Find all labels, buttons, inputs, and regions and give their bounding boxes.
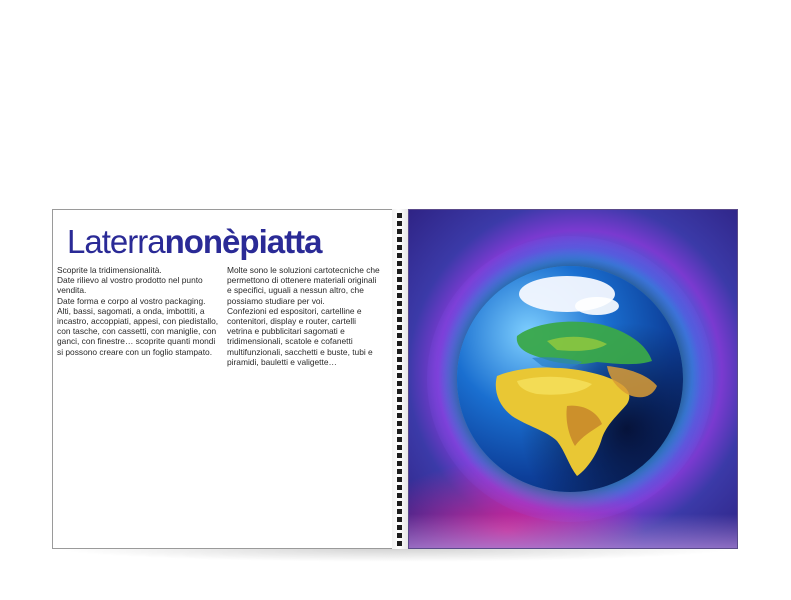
binding-hole bbox=[397, 253, 402, 258]
binding-hole bbox=[397, 269, 402, 274]
binding-hole bbox=[397, 357, 402, 362]
binding-hole bbox=[397, 373, 402, 378]
title-part-e: è bbox=[222, 223, 240, 260]
binding-hole bbox=[397, 349, 402, 354]
binding-hole bbox=[397, 453, 402, 458]
binding-hole bbox=[397, 245, 402, 250]
binding-hole bbox=[397, 221, 402, 226]
paragraph: Date rilievo al vostro prodotto nel punto vendita. bbox=[57, 275, 203, 296]
binding-hole bbox=[397, 285, 402, 290]
title-part-laterra: Laterra bbox=[67, 223, 165, 260]
page-title bbox=[67, 223, 321, 261]
brochure-spread bbox=[52, 209, 738, 549]
earth-globe bbox=[457, 266, 683, 492]
spiral-binding bbox=[395, 213, 405, 545]
right-page-image bbox=[408, 209, 738, 549]
binding-hole bbox=[397, 533, 402, 538]
binding-hole bbox=[397, 317, 402, 322]
binding-hole bbox=[397, 525, 402, 530]
binding-hole bbox=[397, 485, 402, 490]
bottom-glow-band bbox=[409, 514, 738, 548]
binding-hole bbox=[397, 517, 402, 522]
binding-hole bbox=[397, 301, 402, 306]
binding-hole bbox=[397, 261, 402, 266]
paragraph: Confezioni ed espositori, cartelline e contenitori, display e router, cartelli vetrina e pubblicitari sagomati e tridimensionali, scatole e cofanetti multifunzionali, sacchetti e buste, tubi e piramidi, bauletti e valigette… bbox=[227, 305, 373, 367]
binding-hole bbox=[397, 293, 402, 298]
brochure-shadow bbox=[52, 548, 738, 562]
binding-hole bbox=[397, 213, 402, 218]
binding-hole bbox=[397, 541, 402, 546]
text-column-left bbox=[57, 265, 219, 357]
binding-hole bbox=[397, 421, 402, 426]
globe-image bbox=[457, 266, 683, 492]
binding-hole bbox=[397, 309, 402, 314]
binding-hole bbox=[397, 277, 402, 282]
binding-hole bbox=[397, 365, 402, 370]
binding-hole bbox=[397, 477, 402, 482]
continents-illustration bbox=[457, 266, 683, 492]
binding-hole bbox=[397, 341, 402, 346]
binding-hole bbox=[397, 325, 402, 330]
binding-hole bbox=[397, 461, 402, 466]
binding-hole bbox=[397, 445, 402, 450]
binding-hole bbox=[397, 493, 402, 498]
binding-hole bbox=[397, 389, 402, 394]
binding-hole bbox=[397, 381, 402, 386]
binding-hole bbox=[397, 405, 402, 410]
binding-hole bbox=[397, 397, 402, 402]
binding-hole bbox=[397, 501, 402, 506]
title-part-non: non bbox=[164, 223, 223, 260]
binding-hole bbox=[397, 413, 402, 418]
binding-hole bbox=[397, 333, 402, 338]
binding-hole bbox=[397, 229, 402, 234]
paragraph: Scoprite la tridimensionalità. bbox=[57, 265, 162, 275]
binding-hole bbox=[397, 469, 402, 474]
binding-hole bbox=[397, 237, 402, 242]
paragraph: Alti, bassi, sagomati, a onda, imbottiti, a incastro, accoppiati, appesi, con piedistallo, con tasche, con cassetti, con maniglie, con ganci, con finestre… scoprite quanti mondi si possono creare con un foglio stampato. bbox=[57, 305, 219, 357]
binding-hole bbox=[397, 509, 402, 514]
binding-hole bbox=[397, 429, 402, 434]
text-column-right bbox=[227, 265, 381, 367]
left-page bbox=[52, 209, 392, 549]
paragraph: Molte sono le soluzioni cartotecniche che permettono di ottenere materiali originali e specifici, uguali a nessun altro, che possiamo studiare per voi. bbox=[227, 265, 380, 306]
binding-hole bbox=[397, 437, 402, 442]
paragraph: Date forma e corpo al vostro packaging. bbox=[57, 295, 206, 306]
title-part-piatta: piatta bbox=[239, 223, 322, 260]
